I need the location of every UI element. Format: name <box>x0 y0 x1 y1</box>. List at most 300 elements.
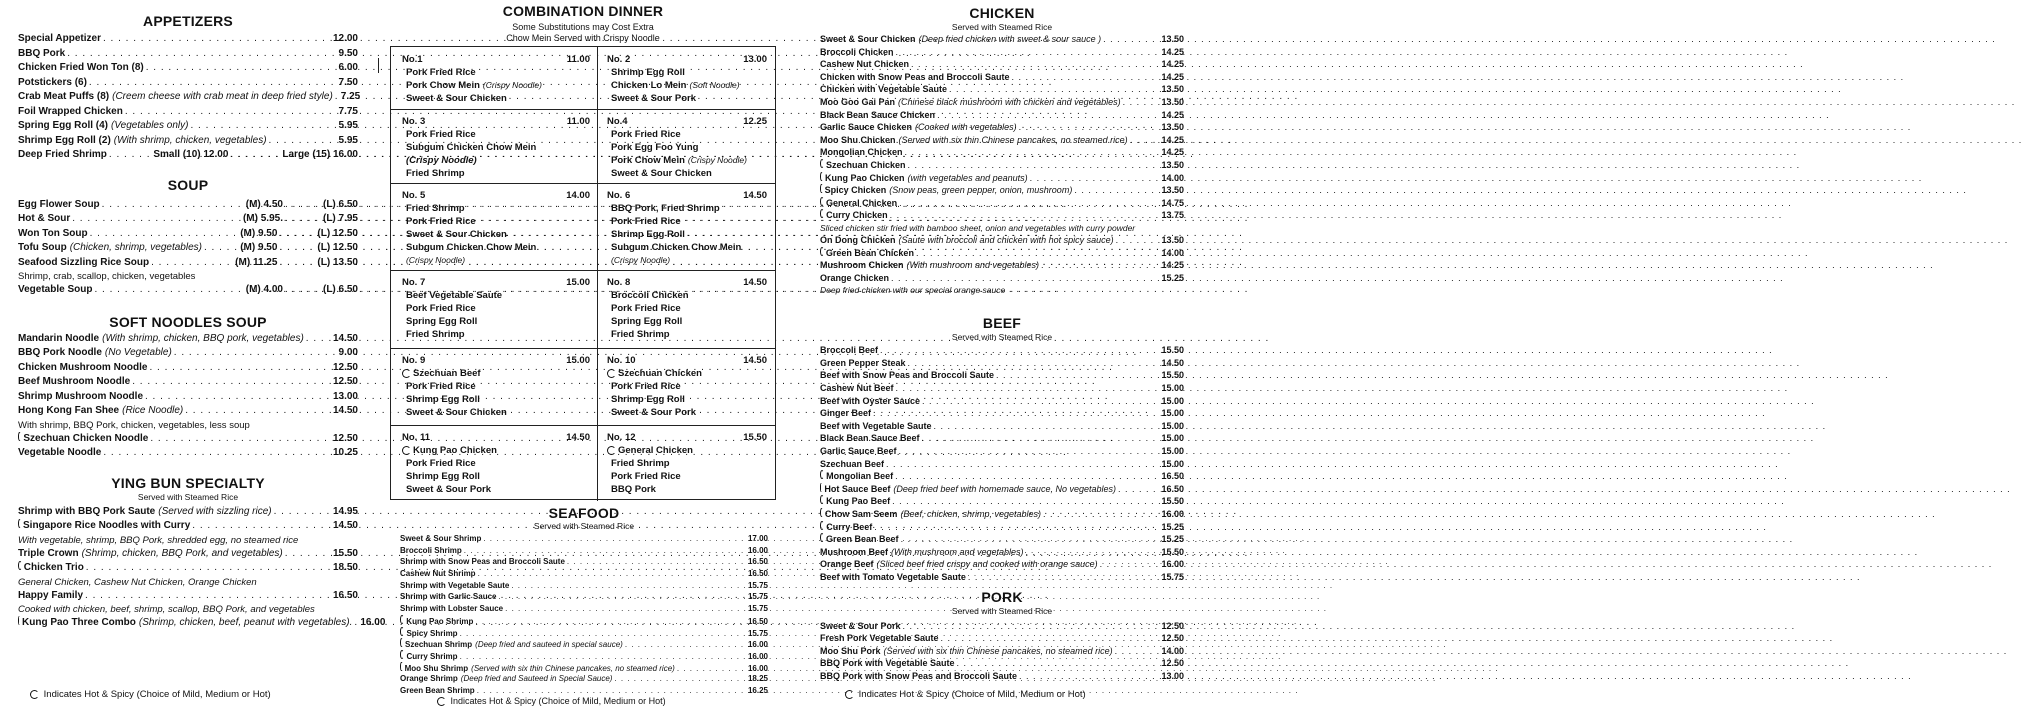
menu-item <box>820 420 1184 433</box>
dot-leader <box>285 212 321 227</box>
item-name: Seafood Sizzling Rice Soup <box>18 256 150 268</box>
menu-item <box>820 571 1184 584</box>
item-price: 14.50 <box>332 520 358 531</box>
combo-item <box>607 393 767 406</box>
item-description: (With mushroom and vegetables) <box>906 260 1039 271</box>
item-description: (Deep fried beef with homemade sauce, No vegetables) <box>893 483 1116 494</box>
combo-item-text: Sweet & Sour Pork <box>611 93 696 104</box>
combo-number: No. 11 <box>402 432 430 443</box>
combo-item-text: Fried Shrimp <box>406 168 465 179</box>
combo-price: 12.25 <box>743 116 767 127</box>
combo-item-note: (Crispy Noodle) <box>482 80 542 90</box>
combo-item <box>402 254 590 267</box>
combo-price: 14.50 <box>743 190 767 201</box>
dot-leader <box>1118 483 1159 496</box>
menu-item <box>400 673 768 685</box>
dot-leader <box>567 556 746 568</box>
chicken-title: CHICKEN <box>969 5 1035 21</box>
combo-item <box>402 66 590 79</box>
combo-item-text: Pork Fried Rice <box>611 216 681 227</box>
dot-leader <box>464 545 746 557</box>
combo-cell <box>402 189 590 267</box>
dot-leader <box>899 445 1160 458</box>
item-name: On Dong Chicken <box>820 234 896 245</box>
menu-item <box>18 332 358 347</box>
item-note: Cooked with chicken, beef, shrimp, scallop, BBQ Pork, and vegetables <box>18 604 315 615</box>
dot-leader <box>1100 558 1160 571</box>
combo-item-text: Sweet & Sour Pork <box>406 484 491 495</box>
dot-leader <box>1103 33 1159 46</box>
combo-cell <box>402 53 590 105</box>
grid-line <box>597 47 598 501</box>
beef-title: BEEF <box>982 315 1022 332</box>
dot-leader <box>354 616 358 631</box>
combo-header <box>607 354 767 367</box>
item-price: 15.50 <box>1161 370 1184 381</box>
item-name: Shrimp with Snow Peas and Broccoli Saute <box>400 557 565 567</box>
dot-leader <box>896 46 1160 59</box>
hot-spicy-icon <box>820 172 823 181</box>
dot-leader <box>460 651 746 663</box>
item-name: Chicken Fried Won Ton (8) <box>18 62 144 73</box>
hot-spicy-icon <box>400 662 403 671</box>
item-name: Vegetable Soup <box>18 284 93 295</box>
item-name: Cashew Nut Chicken <box>820 59 910 70</box>
item-price: 14.95 <box>332 505 358 517</box>
item-price: 13.50 <box>1161 96 1184 107</box>
hot-spicy-icon <box>402 369 411 378</box>
item-name: Beef Mushroom Noodle <box>18 376 131 387</box>
dot-leader <box>1116 234 1160 247</box>
item-price: 13.00 <box>332 390 358 402</box>
item-price: 7.25 <box>340 91 361 102</box>
price-large: (L) 13.50 <box>317 256 358 268</box>
item-name: Black Bean Sauce Beef <box>820 433 920 444</box>
combo-price: 14.50 <box>743 277 767 288</box>
item-price: 16.50 <box>747 616 768 626</box>
combo-item <box>402 92 590 105</box>
dot-leader <box>190 119 336 134</box>
dot-leader <box>949 83 1159 96</box>
chicken-subtitle: Served with Steamed Rice <box>951 22 1053 32</box>
combo-item <box>402 128 590 141</box>
combo-item <box>607 380 767 393</box>
item-name: Green Bean Shrimp <box>400 685 475 695</box>
dot-leader <box>94 283 243 298</box>
soup-note: Shrimp, crab, scallop, chicken, vegetables <box>18 271 196 282</box>
price-medium: (M) 9.50 <box>240 242 278 253</box>
item-name: Foil Wrapped Chicken <box>18 105 123 117</box>
item-name: Singapore Rice Noodles with Curry <box>23 520 191 531</box>
item-name: Shrimp Egg Roll (2) <box>18 134 111 146</box>
item-price: 16.00 <box>747 640 768 650</box>
item-note: Deep fried chicken with our special orange sauce <box>820 285 1006 296</box>
item-price: 13.50 <box>1161 185 1184 196</box>
combo-item <box>607 202 767 215</box>
item-price: 12.50 <box>1161 633 1184 644</box>
combo-item <box>402 470 590 483</box>
dot-leader <box>146 61 337 76</box>
combo-item-text: Sweet & Sour Pork <box>611 407 696 418</box>
dot-leader <box>274 505 331 520</box>
combo-item-text: Pork Fried Rice <box>406 458 476 469</box>
dot-leader <box>269 134 337 149</box>
item-name: Won Ton Soup <box>18 227 88 239</box>
combo-item <box>607 470 767 483</box>
dot-leader <box>968 571 1160 584</box>
price-medium: (M) 11.25 <box>235 256 278 268</box>
beef-list <box>820 344 1184 583</box>
hot-spicy-icon <box>607 369 616 378</box>
item-name: Garlic Sauce Beef <box>820 446 897 457</box>
combo-item-text: Sweet & Sour Chicken <box>406 229 507 240</box>
dot-leader <box>477 685 746 697</box>
menu-item <box>400 615 768 627</box>
menu-item <box>820 357 1184 370</box>
combo-subtitle-1: Some Substitutions may Cost Extra <box>512 22 654 32</box>
combo-number: No. 10 <box>607 355 636 366</box>
combo-cell <box>607 354 767 419</box>
dot-leader <box>880 344 1159 357</box>
item-description: (Served with sizzling rice) <box>158 505 272 517</box>
menu-item <box>18 616 386 631</box>
item-name: Tofu Soup <box>18 242 67 253</box>
dot-leader <box>102 198 244 213</box>
dot-leader <box>90 227 239 242</box>
item-name: Spring Egg Roll (4) <box>18 120 108 131</box>
item-name: BBQ Pork <box>18 47 66 59</box>
hot-spicy-icon <box>18 432 21 441</box>
item-price: 14.25 <box>1161 71 1184 82</box>
menu-item <box>820 407 1184 420</box>
item-price: 6.00 <box>338 62 358 73</box>
menu-item <box>18 446 358 461</box>
combo-header <box>607 431 767 444</box>
combo-item <box>607 302 767 315</box>
hot-spicy-icon <box>400 638 403 647</box>
dot-leader <box>922 395 1159 408</box>
menu-item <box>820 259 1184 272</box>
menu-item <box>820 470 1184 483</box>
menu-item <box>820 508 1184 521</box>
combo-number: No. 8 <box>607 277 631 288</box>
combo-item <box>607 128 767 141</box>
deep-fried-shrimp: Deep Fried Shrimp . . . Small (10) 12.00 . . . Large (15) 16.00 <box>18 148 358 163</box>
dot-leader <box>125 105 337 120</box>
item-description: (Chinese black mushroom with chicken and vegetables) <box>898 96 1121 107</box>
dot-leader <box>895 470 1159 483</box>
hot-spicy-icon <box>820 495 824 504</box>
right-column <box>820 0 1184 683</box>
dot-leader <box>67 47 336 62</box>
combo-item-text: Shrimp Egg Roll <box>611 229 685 240</box>
item-name: Chow Sam Seem <box>824 509 898 519</box>
item-name: Sweet & Sour Shrimp <box>400 534 482 543</box>
combo-item <box>402 167 590 180</box>
dot-leader <box>890 209 1160 222</box>
combo-cell <box>402 431 590 496</box>
grid-line <box>391 270 775 271</box>
menu-item <box>400 580 768 592</box>
grid-line <box>391 109 775 110</box>
yingbun-list <box>18 505 386 631</box>
pork-title: PORK <box>981 588 1023 605</box>
menu-item <box>400 685 768 697</box>
combo-item <box>607 66 767 79</box>
item-name: Triple Crown <box>18 547 79 559</box>
beef-subtitle: Served with Steamed Rice <box>951 332 1053 343</box>
soup-item <box>18 227 358 242</box>
price-large: (L) 6.50 <box>322 284 358 295</box>
combo-item-text: Pork Fried Rice <box>406 67 476 78</box>
combo-item-text: Fried Shrimp <box>406 203 465 214</box>
item-price: 15.50 <box>332 547 358 559</box>
menu-item <box>820 558 1184 571</box>
dot-leader <box>908 357 1160 370</box>
dot-leader <box>89 76 337 91</box>
grid-line <box>391 183 775 184</box>
item-price: 16.00 <box>360 617 386 628</box>
dot-leader <box>86 561 331 576</box>
dot-leader <box>1115 645 1160 658</box>
hot-spicy-icon <box>400 627 404 636</box>
combo-header <box>402 276 590 289</box>
item-price: 15.75 <box>747 592 768 602</box>
hot-spicy-icon <box>607 446 616 455</box>
item-name: BBQ Pork with Snow Peas and Broccoli Saute <box>820 670 1018 681</box>
dot-leader <box>204 241 238 256</box>
item-name: Chicken with Snow Peas and Broccoli Saute <box>820 71 1010 82</box>
item-description: (Chicken, shrimp, vegetables) <box>69 242 202 253</box>
combo-item-note: (Soft Noodle) <box>689 80 740 90</box>
menu-item <box>820 369 1184 382</box>
dot-leader <box>874 521 1159 534</box>
combo-item-text: Sweet & Sour Chicken <box>406 407 507 418</box>
item-price: 15.50 <box>1161 546 1184 557</box>
dot-leader <box>185 404 331 419</box>
menu-item <box>820 533 1184 546</box>
item-price: 13.00 <box>1161 670 1184 681</box>
item-description: (Sliced beef fried crispy and cooked with orange sauce) <box>876 559 1098 570</box>
combo-item <box>607 457 767 470</box>
item-price: 12.00 <box>332 33 358 44</box>
menu-item <box>820 33 1184 46</box>
combo-item-text: Pork Fried Rice <box>611 381 681 392</box>
combo-item <box>607 406 767 419</box>
item-price: 12.50 <box>332 376 358 387</box>
menu-item <box>820 83 1184 96</box>
menu-item <box>18 361 358 376</box>
item-name: Broccoli Chicken <box>820 46 894 57</box>
item-name: Spicy Shrimp <box>406 628 458 638</box>
item-description: (With shrimp, chicken, BBQ pork, vegetables) <box>102 332 304 344</box>
left-column <box>18 0 386 631</box>
item-name: Hong Kong Fan Shee <box>18 405 120 416</box>
item-price: 13.75 <box>1161 210 1184 221</box>
menu-item <box>820 495 1184 508</box>
combo-item <box>402 328 590 341</box>
item-name: Cashew Nut Beef <box>820 383 894 394</box>
menu-item <box>18 404 358 419</box>
combo-header <box>402 431 590 444</box>
combo-item-text: Pork Chow Mein <box>611 155 685 166</box>
item-name: Cashew Nut Shrimp <box>400 569 476 579</box>
combo-number: No. 9 <box>402 355 426 366</box>
dot-leader <box>1123 96 1160 109</box>
item-name: Chicken Mushroom Noodle <box>18 361 148 373</box>
item-price: 15.00 <box>1161 383 1184 394</box>
menu-item <box>18 47 358 62</box>
menu-item <box>820 645 1184 658</box>
item-name: Special Appetizer <box>18 33 101 44</box>
noodle-note: With shrimp, BBQ Pork, chicken, vegetables, less soup <box>18 419 250 431</box>
combo-item-text: Subgum Chicken Chow Mein <box>611 242 742 253</box>
combo-number: No. 7 <box>402 277 426 288</box>
appetizers-title: APPETIZERS <box>143 13 233 29</box>
item-name: Shrimp with BBQ Pork Saute <box>18 505 156 517</box>
menu-item <box>18 346 358 361</box>
menu-item <box>18 105 358 120</box>
menu-item <box>820 483 1184 496</box>
item-name: Beef with Tomato Vegetable Saute <box>820 571 966 582</box>
menu-item <box>400 568 768 580</box>
menu-item <box>820 46 1184 59</box>
dot-leader <box>192 519 331 534</box>
item-description: (with vegetables and peanuts) <box>907 172 1028 183</box>
combo-price: 15.00 <box>566 355 590 366</box>
combo-item-text: (Crispy Noodle) <box>406 255 466 265</box>
dot-leader <box>1026 546 1160 559</box>
dot-leader <box>916 247 1160 260</box>
menu-item <box>820 71 1184 84</box>
item-name: Mongolian Beef <box>826 471 894 482</box>
pork-list <box>820 620 1184 683</box>
hot-spicy-icon <box>820 209 824 218</box>
menu-item <box>18 505 358 520</box>
item-name: Beef with Oyster Sauce <box>820 395 921 406</box>
item-price: 16.50 <box>747 557 768 567</box>
item-price: 12.50 <box>1161 658 1184 669</box>
menu-item <box>820 234 1184 247</box>
menu-item <box>820 159 1184 172</box>
price-large: (L) 6.50 <box>322 198 358 210</box>
dot-leader <box>279 227 315 242</box>
item-price: 13.50 <box>1161 159 1184 170</box>
combo-item <box>402 483 590 496</box>
menu-item <box>400 627 768 639</box>
item-description: (Beef, chicken, shrimp, vegetables) <box>900 509 1042 519</box>
item-name: Sweet & Sour Chicken <box>820 34 916 44</box>
combo-item <box>402 215 590 228</box>
item-price: 17.00 <box>747 534 768 543</box>
item-name: Shrimp Mushroom Noodle <box>18 390 143 402</box>
item-name: Garlic Sauce Chicken <box>820 122 913 133</box>
menu-item <box>400 638 768 650</box>
dot-leader <box>1074 184 1159 197</box>
combo-item-text: Pork Egg Foo Yung <box>611 142 699 153</box>
menu-item <box>18 390 358 405</box>
item-price: 15.75 <box>747 580 768 590</box>
hot-spicy-icon <box>820 470 824 479</box>
item-name: Black Bean Sauce Chicken <box>820 109 936 120</box>
combo-header <box>607 115 767 128</box>
item-name: Ginger Beef <box>820 408 872 419</box>
dot-leader <box>103 446 331 461</box>
menu-item <box>820 632 1184 645</box>
combo-price: 15.00 <box>566 277 590 288</box>
soup-item <box>18 212 358 227</box>
dot-leader <box>478 568 746 580</box>
item-description: (Cooked with vegetables) <box>915 122 1017 133</box>
menu-item <box>820 209 1184 222</box>
combo-item-text: (Crispy Noodle) <box>406 155 477 166</box>
price-large: (L) 12.50 <box>317 227 358 239</box>
item-price: 14.50 <box>332 405 358 416</box>
item-name: Fresh Pork Vegetable Saute <box>820 633 939 644</box>
dot-leader <box>1041 259 1159 272</box>
menu-item <box>820 546 1184 559</box>
dot-leader <box>85 589 331 604</box>
item-name: Curry Beef <box>826 521 873 532</box>
combo-item <box>607 483 767 496</box>
price-large: (L) 7.95 <box>322 213 358 224</box>
combo-number: No.4 <box>607 116 628 127</box>
dot-leader <box>279 241 315 256</box>
combo-item-text: Subgum Chicken Chow Mein <box>406 142 537 153</box>
dot-leader <box>150 432 331 447</box>
item-name: Curry Chicken <box>826 210 888 221</box>
noodles-title: SOFT NOODLES SOUP <box>109 313 267 330</box>
combo-item-text: BBQ Pork, Fried Shrimp <box>611 203 720 214</box>
combo-number: No. 6 <box>607 190 631 201</box>
menu-item <box>400 545 768 557</box>
dot-leader <box>285 283 321 298</box>
dot-leader <box>1030 172 1160 185</box>
item-price: 14.00 <box>1161 172 1184 183</box>
item-name: Szechuan Chicken Noodle <box>23 432 149 444</box>
menu-item <box>820 458 1184 471</box>
combo-item <box>402 79 590 92</box>
dot-leader <box>279 256 315 271</box>
combo-item <box>607 241 767 254</box>
combo-item <box>402 228 590 241</box>
cursor-mark <box>378 58 379 73</box>
combo-item-text: Shrimp Egg Roll <box>611 394 685 405</box>
dot-leader <box>511 580 746 592</box>
item-price: 14.50 <box>1161 357 1184 368</box>
combo-item <box>607 79 767 92</box>
combo-header <box>402 189 590 202</box>
menu-item <box>820 96 1184 109</box>
dot-leader <box>901 533 1160 546</box>
item-name: Kung Pao Shrimp <box>406 616 474 626</box>
combo-grid <box>390 46 776 500</box>
item-name: Orange Beef <box>820 559 874 570</box>
menu-item <box>18 119 358 134</box>
soup-title: SOUP <box>167 176 209 193</box>
menu-item <box>820 432 1184 445</box>
item-note: With vegetable, shrimp, BBQ Pork, shredded egg, no steamed rice <box>18 534 299 546</box>
item-name: Moo Shu Shrimp <box>404 663 469 673</box>
item-price: 18.50 <box>332 562 358 573</box>
item-name: Sweet & Sour Pork <box>820 620 901 631</box>
dot-leader <box>498 591 745 603</box>
hot-spicy-icon <box>400 650 404 659</box>
item-name: Orange Chicken <box>820 272 890 283</box>
item-price: 16.00 <box>1161 509 1184 519</box>
combo-item-note: (Crispy Noodle) <box>687 155 747 165</box>
combo-item-text: Subgum Chicken Chow Mein <box>406 242 537 253</box>
